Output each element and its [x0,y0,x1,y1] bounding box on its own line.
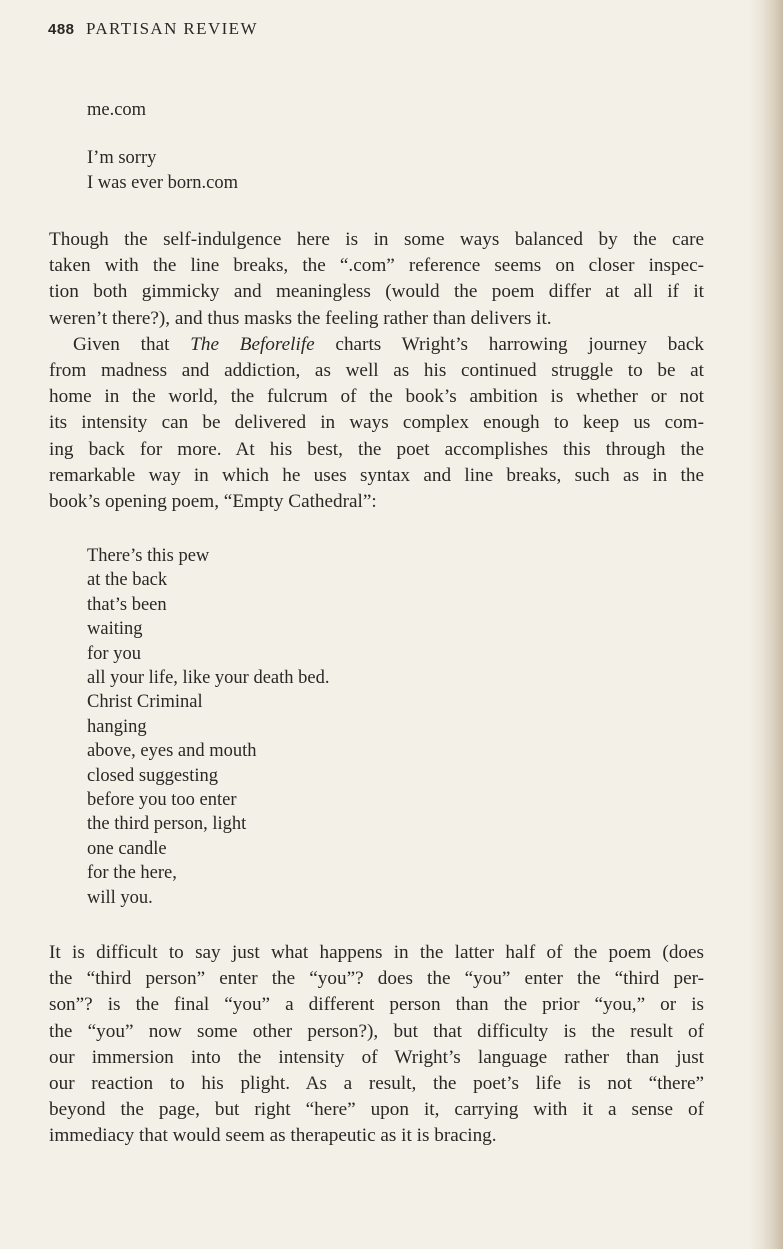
paragraph-2-line: remarkable way in which he uses syntax and line breaks, such as in the [49,464,704,486]
paragraph-3-line: son”? is the final “you” a different person than the prior “you,” or is [49,994,704,1016]
paragraph-3-line: the “third person” enter the “you”? does the “you” enter the “third per- [49,968,704,990]
paragraph-2-line-end: charts Wright’s harrowing journey back [314,333,704,355]
verse-line: There’s this pew [87,546,210,566]
verse-line: Christ Criminal [87,692,203,713]
poem-excerpt-2 [87,544,329,910]
page-edge-shadow [749,0,783,1249]
verse-line: closed suggesting [87,765,219,786]
paragraph-3-line: It is difficult to say just what happens in the latter half of the poem (does [49,942,704,963]
body-text [49,227,704,515]
verse-line: all your life, like your death bed. [87,668,330,689]
paragraph-3-line: our immersion into the intensity of Wright’s language rather than just [49,1046,704,1068]
verse-line: before you too enter [87,790,237,811]
verse-line: one candle [87,838,167,859]
verse-line: above, eyes and mouth [87,741,257,762]
paragraph-2-line: its intensity can be delivered in ways complex enough to keep us com- [49,412,704,434]
paragraph-3-line: our reaction to his plight. As a result, the poet’s life is not “there” [49,1073,704,1095]
paragraph-2-line: book’s opening poem, “Empty Cathedral”: [49,491,377,513]
paragraph-1-line: Though the self-indulgence here is in some ways balanced by the care [49,229,704,250]
paragraph-3-line: immediacy that would seem as therapeutic as it is bracing. [49,1125,497,1147]
running-head [48,18,258,39]
poem-excerpt-1 [87,98,238,195]
paragraph-1-line: taken with the line breaks, the “.com” reference seems on closer inspec- [49,255,704,277]
paragraph-3-line: the “you” now some other person?), but that difficulty is the result of [49,1020,704,1042]
body-text-continued [49,940,704,1150]
paragraph-1-line: tion both gimmicky and meaningless (would the poem differ at all if it [49,281,704,303]
page-number: 488 [48,21,75,38]
verse-line: for you [87,643,141,664]
paragraph-2-line: from madness and addiction, as well as his continued struggle to be at [49,360,704,382]
verse-line: waiting [87,619,143,640]
verse-line: the third person, light [87,814,247,835]
paragraph-2-line: ing back for more. At his best, the poet accomplishes this through the [49,438,704,460]
verse-line: hanging [87,716,147,737]
paragraph-3-line: beyond the page, but right “here” upon it, carrying with it a sense of [49,1099,704,1121]
stanza-break [87,122,238,146]
book-title: The Beforelife [190,333,315,355]
verse-line: me.com [87,100,147,120]
paragraph-2-line-start: Given that [73,333,191,355]
journal-name: PARTISAN REVIEW [86,19,258,38]
verse-line: that’s been [87,594,167,615]
paragraph-2-line: home in the world, the fulcrum of the book’s ambition is whether or not [49,386,704,408]
paragraph-1-line: weren’t there?), and thus masks the feeling rather than delivers it. [49,307,552,329]
verse-line: I’m sorry [87,148,157,169]
verse-line: for the here, [87,863,177,884]
verse-line: will you. [87,887,153,908]
verse-line: at the back [87,570,168,591]
paragraph-2-first-line [49,332,704,358]
verse-line: I was ever born.com [87,172,239,193]
